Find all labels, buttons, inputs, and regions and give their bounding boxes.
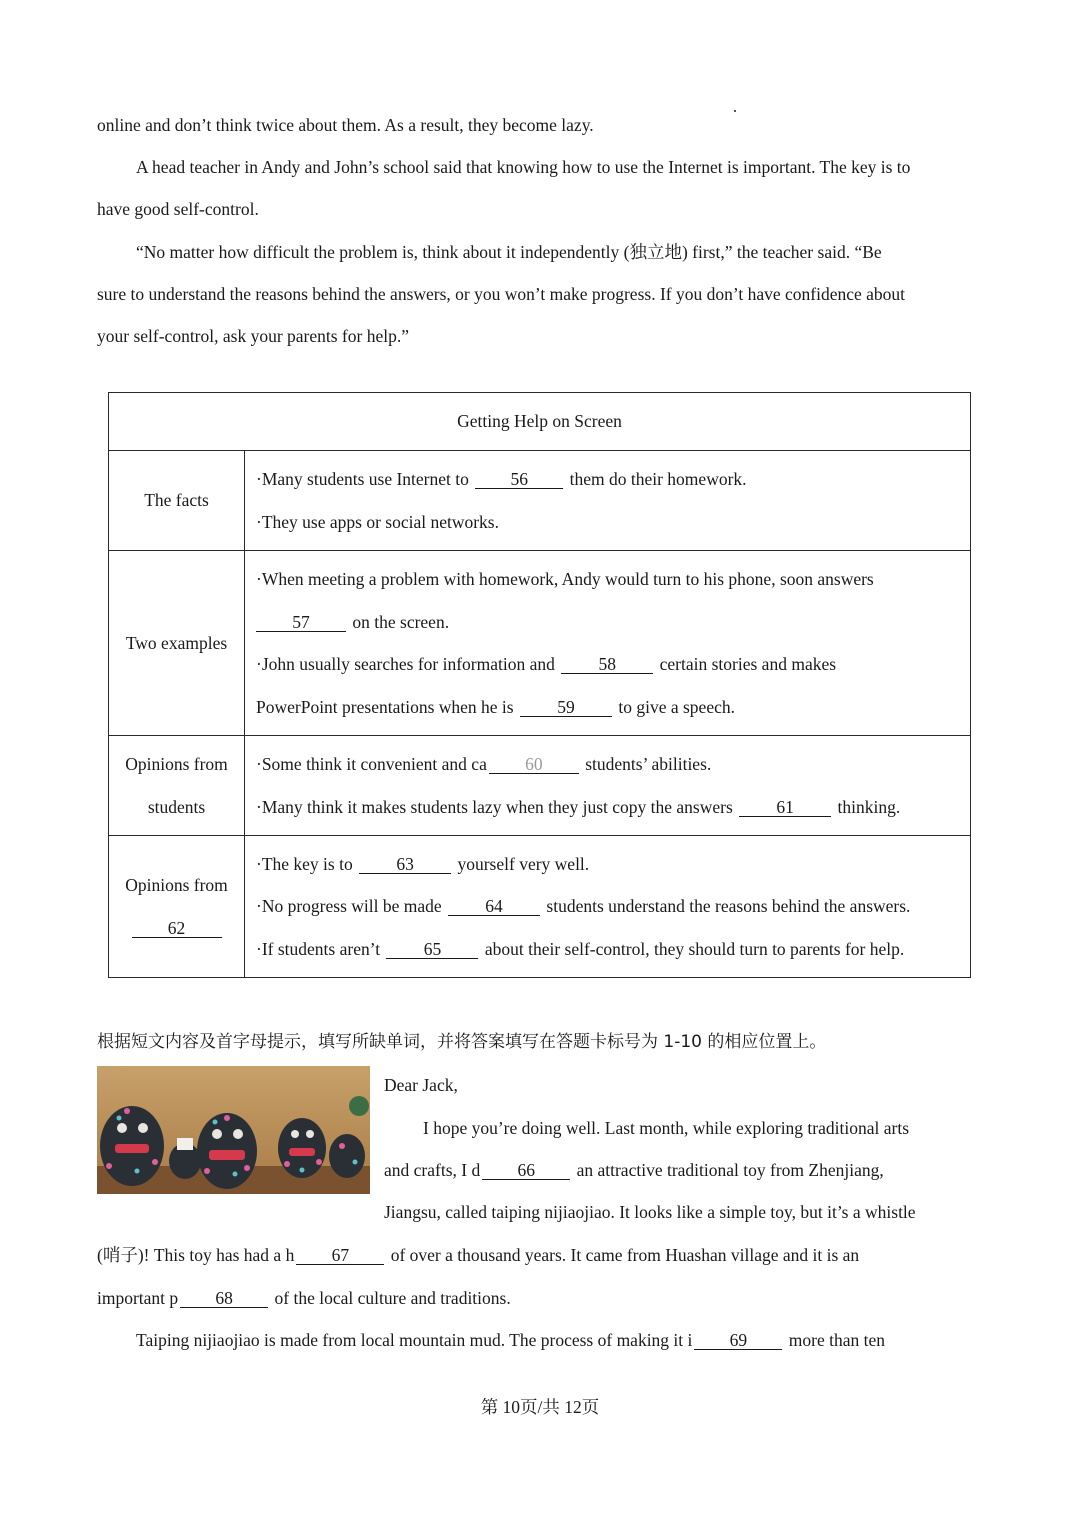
summary-table	[108, 392, 971, 978]
row-label	[109, 736, 245, 836]
answer-blank[interactable]: 68	[180, 1289, 268, 1308]
label-line: students	[147, 796, 206, 817]
letter-line	[136, 1329, 885, 1351]
label-line	[109, 907, 244, 950]
letter-line	[97, 1287, 511, 1309]
label-line: Opinions from	[125, 753, 228, 774]
text: ·Many think it makes students lazy when they just copy the answers	[256, 796, 738, 817]
row-label: The facts	[109, 451, 245, 551]
row-label	[109, 836, 245, 978]
text: certain stories and makes	[655, 654, 837, 674]
table-line	[256, 458, 970, 501]
table-line	[256, 601, 970, 644]
answer-blank[interactable]: 56	[475, 470, 563, 489]
text: and crafts, I d	[384, 1160, 481, 1180]
answer-blank[interactable]: 67	[296, 1246, 384, 1265]
toy-figures-illustration	[97, 1066, 370, 1194]
text: ·If students aren’t	[256, 938, 385, 959]
table-line	[256, 686, 970, 729]
letter-line	[97, 1244, 859, 1266]
answer-blank[interactable]: 69	[694, 1331, 782, 1350]
letter-line: I hope you’re doing well. Last month, while exploring traditional arts	[423, 1118, 910, 1138]
answer-blank[interactable]: 66	[482, 1161, 570, 1180]
passage-line: “No matter how difficult the problem is, think about it independently (独立地) first,” the teacher said. “Be	[136, 242, 882, 262]
text: yourself very well.	[453, 853, 590, 874]
letter-line	[384, 1159, 884, 1181]
answer-blank[interactable]: 63	[359, 855, 451, 874]
table-line	[256, 928, 970, 971]
passage-line: A head teacher in Andy and John’s school said that knowing how to use the Internet is important. The key is to	[136, 157, 911, 177]
text: Taiping nijiaojiao is made from local mountain mud. The process of making it i	[136, 1330, 693, 1350]
text: of over a thousand years. It came from Huashan village and it is an	[386, 1245, 860, 1265]
table-line	[256, 743, 970, 786]
text: (哨子)! This toy has had a h	[97, 1245, 295, 1265]
answer-blank[interactable]: 65	[386, 940, 478, 959]
letter-greeting: Dear Jack,	[384, 1075, 458, 1095]
text: students’ abilities.	[580, 754, 712, 774]
text: on the screen.	[348, 611, 450, 632]
text: important p	[97, 1288, 179, 1308]
answer-blank[interactable]: 61	[739, 798, 831, 817]
text: them do their homework.	[565, 469, 747, 489]
answer-blank[interactable]: 57	[256, 613, 346, 632]
row-content	[245, 736, 971, 836]
text: more than ten	[784, 1330, 885, 1350]
table-line	[256, 885, 970, 928]
letter-line: Jiangsu, called taiping nijiaojiao. It looks like a simple toy, but it’s a whistle	[384, 1202, 916, 1222]
table-line	[256, 786, 970, 829]
nijiaojiao-toys-photo	[97, 1066, 370, 1194]
text: PowerPoint presentations when he is	[256, 696, 518, 717]
answer-blank[interactable]: 64	[448, 897, 540, 916]
row-label: Two examples	[109, 551, 245, 736]
row-content	[245, 451, 971, 551]
instruction-text: 根据短文内容及首字母提示，填写所缺单词，并将答案填写在答题卡标号为 1-10 的相应位置上。	[97, 1032, 827, 1052]
text: about their self-control, they should turn to parents for help.	[480, 938, 905, 959]
text: to give a speech.	[613, 696, 735, 717]
table-line: ·When meeting a problem with homework, Andy would turn to his phone, soon answers	[256, 569, 874, 589]
text: ·The key is to	[256, 853, 358, 874]
page-footer: 第 10页/共 12页	[480, 1397, 600, 1417]
row-content	[245, 836, 971, 978]
text: ·Many students use Internet to	[256, 469, 474, 489]
text: ·No progress will be made	[256, 896, 447, 917]
answer-blank[interactable]: 62	[132, 919, 222, 938]
passage-line: have good self-control.	[97, 199, 259, 219]
answer-blank[interactable]: 59	[520, 698, 612, 717]
answer-blank[interactable]: 60	[489, 755, 579, 774]
table-line	[256, 843, 970, 886]
text: of the local culture and traditions.	[270, 1288, 511, 1308]
passage-line: online and don’t think twice about them. As a result, they become lazy.	[97, 115, 594, 135]
label-line: Opinions from	[125, 874, 228, 895]
text: students understand the reasons behind the answers.	[542, 896, 911, 917]
passage-line: your self-control, ask your parents for help.”	[97, 326, 409, 346]
stray-dot	[734, 110, 736, 112]
text: an attractive traditional toy from Zhenjiang,	[572, 1160, 884, 1180]
passage-line: sure to understand the reasons behind the answers, or you won’t make progress. If you don’t have confidence about	[97, 284, 906, 304]
text: thinking.	[833, 796, 901, 817]
table-title: Getting Help on Screen	[109, 393, 971, 451]
row-content	[245, 551, 971, 736]
table-line: ·They use apps or social networks.	[256, 511, 499, 532]
text: ·John usually searches for information and	[256, 654, 560, 674]
answer-blank[interactable]: 58	[561, 655, 653, 674]
text: ·Some think it convenient and ca	[256, 754, 487, 774]
table-line	[256, 643, 970, 686]
